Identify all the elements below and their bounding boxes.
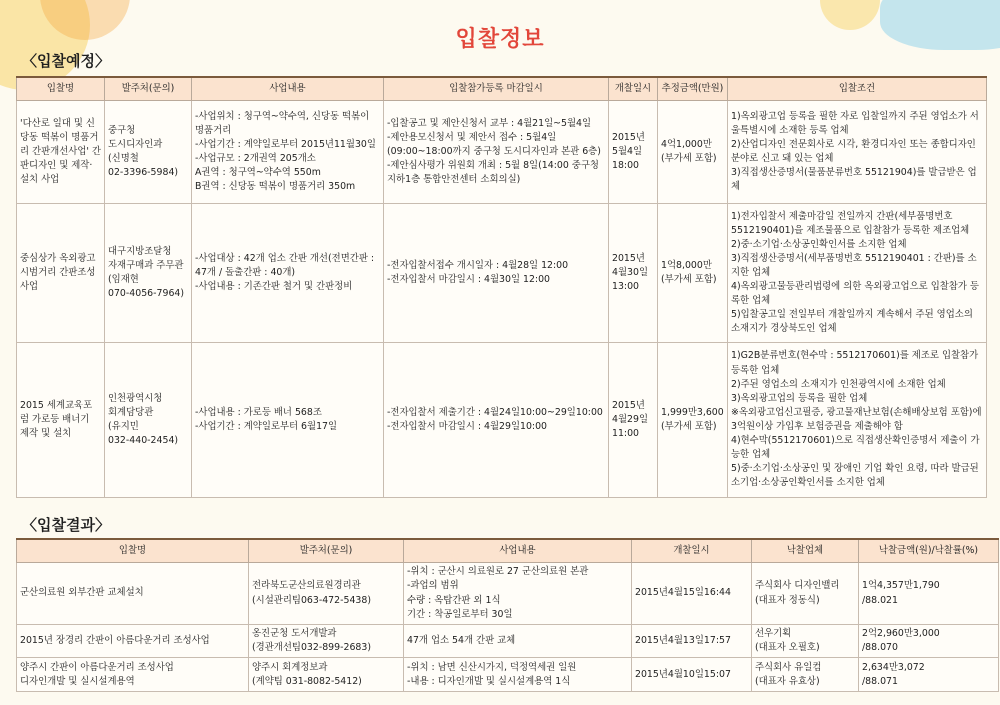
table-row [17, 343, 987, 498]
bid-name: 중심상가 옥외광고시범거리 간판조성사업 [17, 204, 105, 343]
result-amount: 2억2,960만3,000 /88.070 [859, 625, 999, 658]
result-content: 47개 업소 54개 간판 교체 [404, 625, 632, 658]
col-header: 개찰일시 [609, 77, 658, 101]
result-winner: 선우기획 (대표자 오필호) [752, 625, 859, 658]
bid-deadline: -전자입찰서접수 개시일자 : 4월28일 12:00 -전자입찰서 마감일시 : 4월30일 12:00 [384, 204, 609, 343]
table-header-row [17, 77, 987, 101]
col-header: 입찰명 [17, 539, 249, 563]
result-client: 옹진군청 도서개발과 (경관개선팀032-899-2683) [249, 625, 404, 658]
bid-open-date: 2015년 5월4일 18:00 [609, 101, 658, 204]
result-amount: 2,634만3,072 /88.071 [859, 658, 999, 692]
result-open-date: 2015년4월10일15:07 [632, 658, 752, 692]
bid-name: 2015 세계교육포럼 가로등 배너기 제작 및 설치 [17, 343, 105, 498]
col-header: 입찰조건 [728, 77, 987, 101]
bid-content: -사업대상 : 42개 업소 간판 개선(전면간판 : 47개 / 돌출간판 : 40개) -사업내용 : 기존간판 철거 및 간판정비 [192, 204, 384, 343]
table-row [17, 101, 987, 204]
col-header: 입찰참가등록 마감일시 [384, 77, 609, 101]
bid-client: 대구지방조달청 자재구매과 주무관 (임재현 070-4056-7964) [105, 204, 192, 343]
bid-client: 인천광역시청 회계담당관 (유지민 032-440-2454) [105, 343, 192, 498]
result-name: 양주시 간판이 아름다운거리 조성사업 디자인개발 및 실시설계용역 [17, 658, 249, 692]
bid-content: -사업위치 : 청구역~약수역, 신당동 떡볶이 명품거리 -사업기간 : 계약일로부터 2015년11월30일 -사업규모 : 2개권역 205개소 A권역 : 청구역~약수역 550m B권역 : 신당동 떡볶이 명품거리 350m [192, 101, 384, 204]
table-row [17, 658, 999, 692]
bid-deadline: -입찰공고 및 제안신청서 교부 : 4월21일~5월4일 -제안용모신청서 및 제안서 접수 : 5월4일(09:00~18:00까지 중구청 도시디자인과 본관 6층) -제안심사평가 위원회 개최 : 5월 8일(14:00 중구청 지하1층 통합안전센터 소회의실) [384, 101, 609, 204]
table-header-row [17, 539, 999, 563]
table-row [17, 563, 999, 625]
bid-content: -사업내용 : 가로등 배너 568조 -사업기간 : 계약일로부터 6월17일 [192, 343, 384, 498]
table-row [17, 204, 987, 343]
planned-bids-table [16, 76, 987, 498]
col-header: 낙찰업체 [752, 539, 859, 563]
bid-conditions: 1)G2B분류번호(현수막 : 5512170601)를 제조로 입찰참가 등록한 업체 2)주된 영업소의 소재지가 인천광역시에 소재한 업체 3)옥외광고업의 등록을 필한 업체 ※옥외광고업신고필증, 광고물재난보험(손해배상보험 포함)에 3억원이상 가입후 보험증권을 제출해야 함 4)현수막(5512170601)으로 직접생산확인증명서 제출이 가능한 업체 5)중·소기업·소상공인 및 장애인 기업 확인 요령, 따라 발급된 소기업·소상공인확인서를 소지한 업체 [728, 343, 987, 498]
result-open-date: 2015년4월15일16:44 [632, 563, 752, 625]
col-header: 입찰명 [17, 77, 105, 101]
bid-amount: 1억8,000만 (부가세 포함) [658, 204, 728, 343]
bid-amount: 4억1,000만 (부가세 포함) [658, 101, 728, 204]
bid-deadline: -전자입찰서 제출기간 : 4월24일10:00~29일10:00 -전자입찰서 마감일시 : 4월29일10:00 [384, 343, 609, 498]
bid-amount: 1,999만3,600 (부가세 포함) [658, 343, 728, 498]
bid-open-date: 2015년 4월29일 11:00 [609, 343, 658, 498]
section-title-results: 〈입찰결과〉 [22, 516, 110, 534]
result-winner: 주식회사 유일컴 (대표자 유효상) [752, 658, 859, 692]
col-header: 추정금액(만원) [658, 77, 728, 101]
result-name: 2015년 장경리 간판이 아름다운거리 조성사업 [17, 625, 249, 658]
col-header: 사업내용 [404, 539, 632, 563]
result-open-date: 2015년4월13일17:57 [632, 625, 752, 658]
result-winner: 주식회사 디자인밸리 (대표자 정동식) [752, 563, 859, 625]
result-client: 전라북도군산의료원경리관 (시설관리팀063-472-5438) [249, 563, 404, 625]
bid-open-date: 2015년 4월30일 13:00 [609, 204, 658, 343]
col-header: 발주처(문의) [105, 77, 192, 101]
result-content: -위치 : 남면 신산시가지, 덕정역세권 일원 -내용 : 디자인개발 및 실시설계용역 1식 [404, 658, 632, 692]
bid-conditions: 1)옥외광고업 등록을 필한 자로 입찰일까지 주된 영업소가 서울특별시에 소재한 등록 업체 2)산업디자인 전문회사로 시각, 환경디자인 또는 종합디자인 분야로 신고 돼 있는 업체 3)직접생산증명서(물품분류번호 55121904)를 발급받은 업체 [728, 101, 987, 204]
result-client: 양주시 회계정보과 (계약팀 031-8082-5412) [249, 658, 404, 692]
result-content: -위치 : 군산시 의료원로 27 군산의료원 본관 -과업의 범위 수량 : 옥탑간판 외 1식 기간 : 착공일로부터 30일 [404, 563, 632, 625]
table-row [17, 625, 999, 658]
bid-name: '다산로 일대 및 신당동 떡볶이 명품거리 간판개선사업' 간판디자인 및 제작·설치 사업 [17, 101, 105, 204]
bid-conditions: 1)전자입찰서 제출마감일 전일까지 간판(세부품명번호 5512190401)을 제조물품으로 입찰참가 등록한 제조업체 2)중·소기업·소상공인확인서를 소지한 업체 3)직접생산증명서(세부품명번호 5512190401 : 간판)를 소지한 업체 4)옥외광고물등관리법령에 의한 옥외광고업으로 입찰참가 등록한 업체 5)입찰공고일 전일부터 개찰일까지 계속해서 주된 영업소의 소재지가 경상북도인 업체 [728, 204, 987, 343]
col-header: 발주처(문의) [249, 539, 404, 563]
result-name: 군산의료원 외부간판 교체설치 [17, 563, 249, 625]
col-header: 개찰일시 [632, 539, 752, 563]
page-title: 입찰정보 [455, 27, 545, 52]
col-header: 낙찰금액(원)/낙찰률(%) [859, 539, 999, 563]
section-title-planned: 〈입찰예정〉 [22, 52, 110, 70]
bid-results-table [16, 538, 999, 692]
result-amount: 1억4,357만1,790 /88.021 [859, 563, 999, 625]
col-header: 사업내용 [192, 77, 384, 101]
bid-client: 중구청 도시디자인과 (신명철 02-3396-5984) [105, 101, 192, 204]
